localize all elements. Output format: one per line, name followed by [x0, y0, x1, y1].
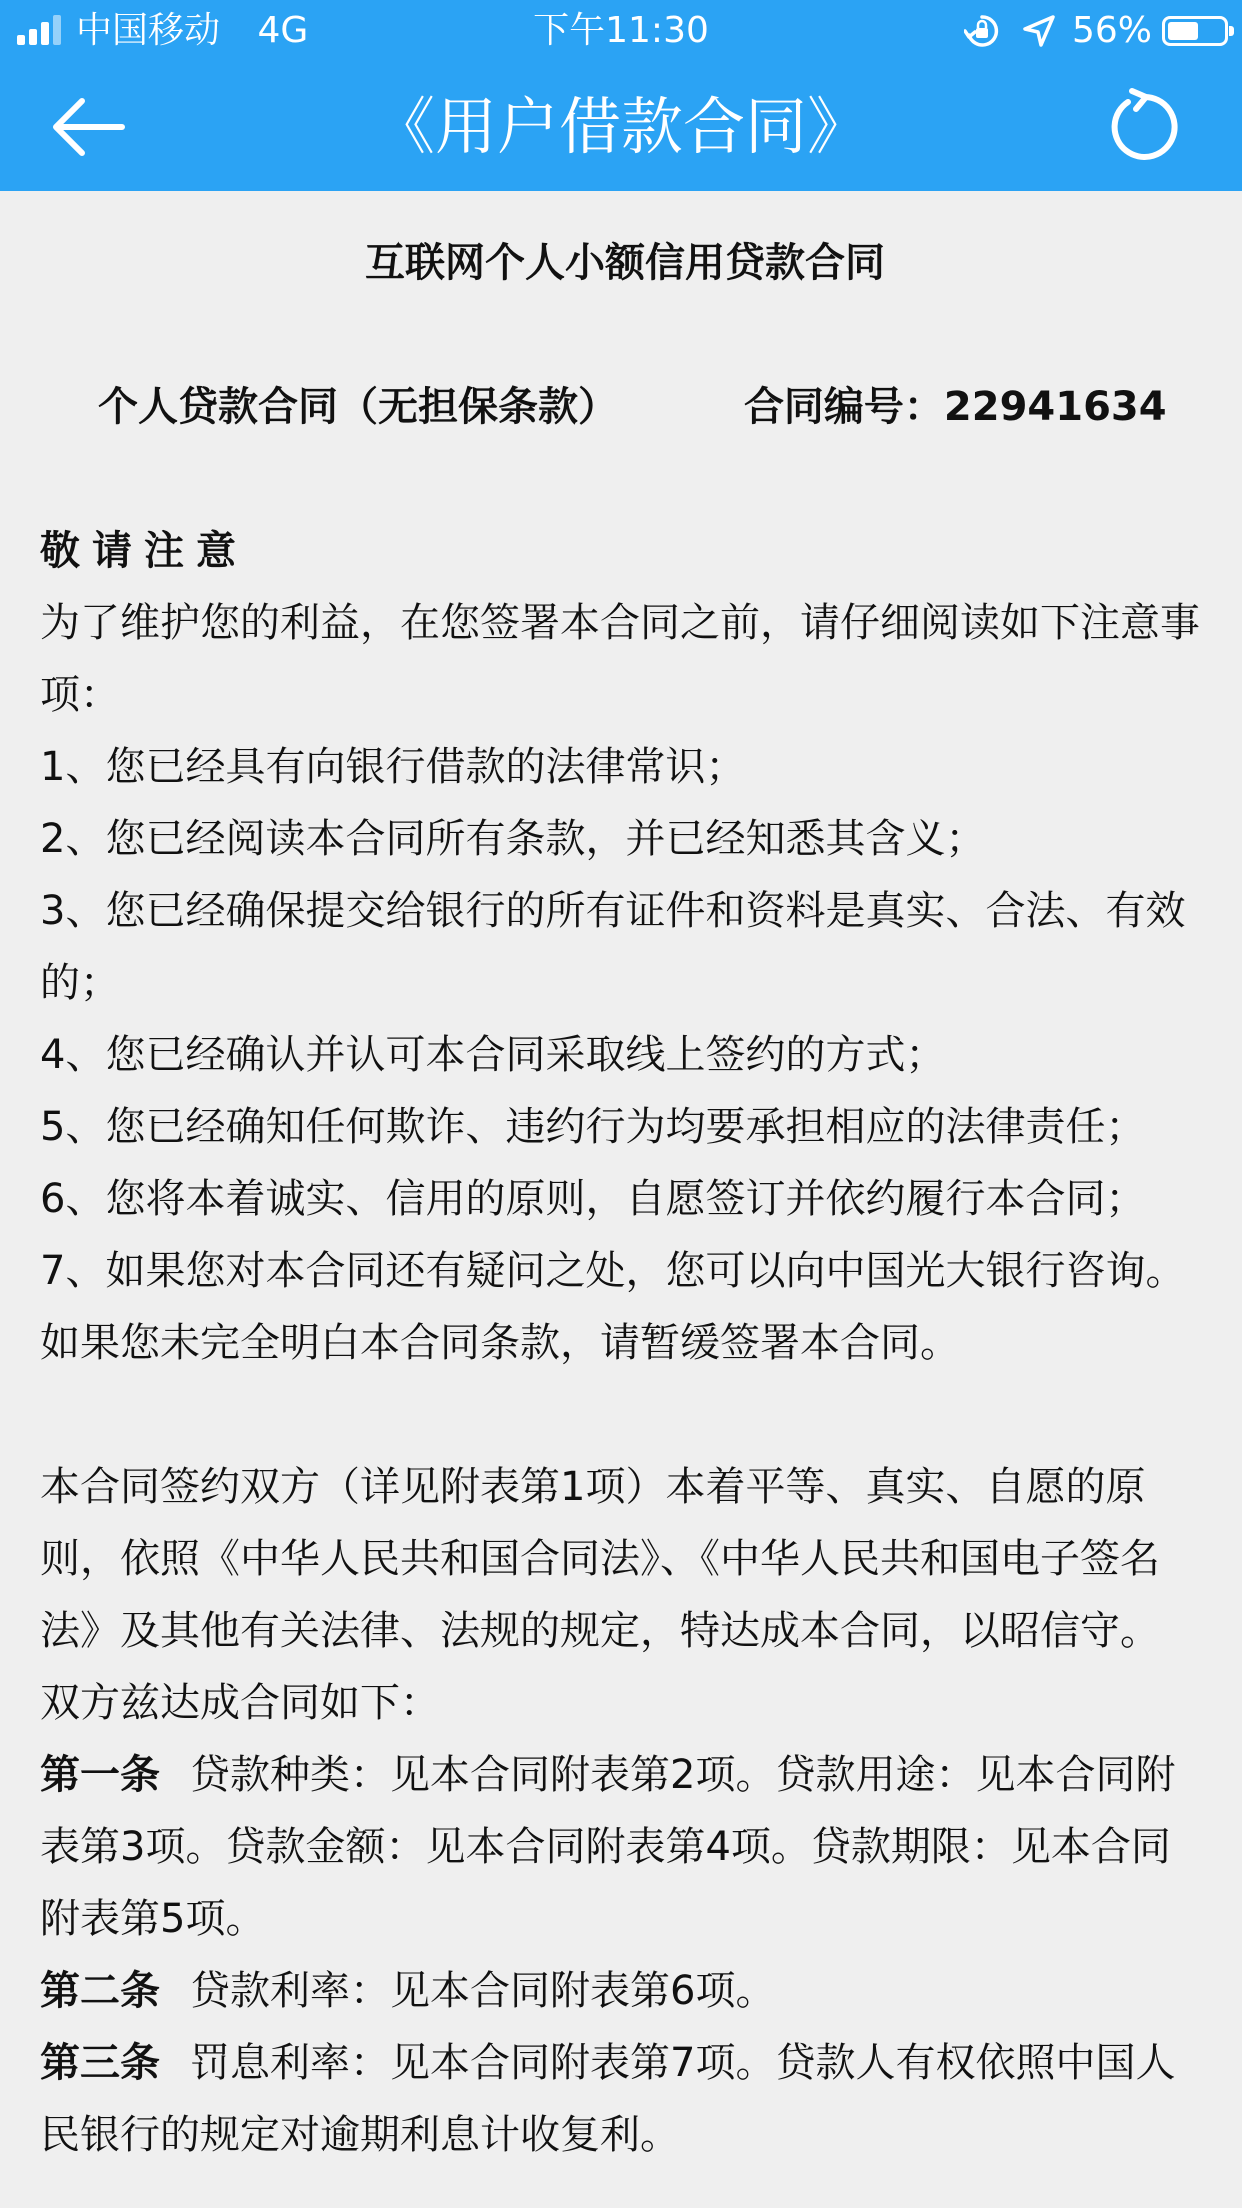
notice-item: 6、您将本着诚实、信用的原则，自愿签订并依约履行本合同；	[40, 1176, 1146, 1222]
battery-icon	[1162, 16, 1228, 46]
article-label: 第一条	[40, 1752, 160, 1798]
location-arrow-icon	[1022, 14, 1056, 48]
article-label: 第二条	[40, 1968, 160, 2014]
notice-item: 5、您已经确知任何欺诈、违约行为均要承担相应的法律责任；	[40, 1104, 1146, 1150]
network-type: 4G	[257, 10, 309, 51]
page-title: 《用户借款合同》	[372, 90, 869, 163]
battery-level-fill	[1168, 22, 1198, 40]
notice-item: 7、如果您对本合同还有疑问之处，您可以向中国光大银行咨询。如果您未完全明白本合同条款，请暂缓签署本合同。	[40, 1248, 1186, 1366]
article-text: 罚息利率：见本合同附表第7项。贷款人有权依照中国人民银行的规定对逾期利息计收复利。	[40, 2040, 1176, 2158]
notice-intro: 为了维护您的利益，在您签署本合同之前，请仔细阅读如下注意事项：	[40, 600, 1200, 718]
notice-heading: 敬请注意	[40, 528, 248, 574]
battery-percent: 56%	[1071, 10, 1152, 51]
contract-type: 个人贷款合同（无担保条款）	[98, 384, 618, 430]
status-time: 下午11:30	[533, 10, 709, 51]
notice-item: 2、您已经阅读本合同所有条款，并已经知悉其含义；	[40, 816, 986, 862]
contract-content	[40, 191, 1210, 2171]
rotation-lock-icon	[964, 13, 1000, 49]
notice-item: 1、您已经具有向银行借款的法律常识；	[40, 744, 746, 790]
contract-article	[40, 1955, 1210, 2027]
article-label: 第三条	[40, 2040, 160, 2086]
notice-item: 4、您已经确认并认可本合同采取线上签约的方式；	[40, 1032, 946, 1078]
contract-article	[40, 1739, 1210, 1955]
battery-cap	[1229, 26, 1234, 36]
contract-preamble: 本合同签约双方（详见附表第1项）本着平等、真实、自愿的原则，依照《中华人民共和国合同法》、《中华人民共和国电子签名法》及其他有关法律、法规的规定，特达成本合同，以昭信守。	[40, 1464, 1160, 1654]
refresh-icon[interactable]	[1106, 88, 1184, 166]
top-bar	[0, 0, 1242, 191]
notice-item: 3、您已经确保提交给银行的所有证件和资料是真实、合法、有效的；	[40, 888, 1186, 1006]
spacer	[40, 1379, 1210, 1451]
contract-article	[40, 2027, 1210, 2171]
article-text: 贷款利率：见本合同附表第6项。	[190, 1968, 776, 2014]
article-text: 贷款种类：见本合同附表第2项。贷款用途：见本合同附表第3项。贷款金额：见本合同附表第4项。贷款期限：见本合同附表第5项。	[40, 1752, 1176, 1942]
contract-title: 互联网个人小额信用贷款合同	[365, 240, 885, 286]
contract-subtitle	[40, 383, 1210, 431]
agreement-intro: 双方兹达成合同如下：	[40, 1680, 440, 1726]
carrier-name: 中国移动	[76, 10, 221, 51]
status-bar	[0, 0, 1242, 62]
status-right-group	[964, 9, 1228, 53]
contract-number: 合同编号：22941634	[743, 384, 1167, 430]
navigation-bar	[0, 62, 1242, 191]
